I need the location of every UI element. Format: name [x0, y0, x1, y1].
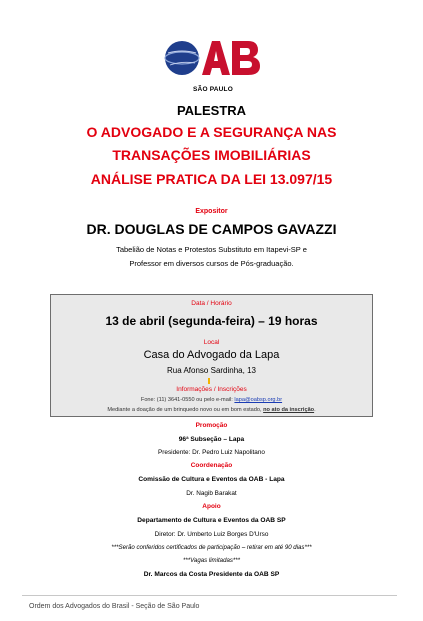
date-label: Data / Horário [191, 300, 232, 307]
title-line-1: O ADVOGADO E A SEGURANÇA NAS [86, 124, 337, 140]
promotion-label: Promoção [195, 422, 228, 429]
venue-label: Local [203, 339, 220, 346]
title-line-3: ANÁLISE PRATICA DA LEI 13.097/15 [90, 171, 333, 187]
footer-divider [22, 595, 397, 596]
donation-emphasis: no ato da inscrição [263, 407, 315, 413]
coordination-org: Comissão de Cultura e Eventos da OAB - Lapa [138, 476, 285, 483]
venue-address: Rua Afonso Sardinha, 13 [167, 366, 256, 375]
registration-label: Informações / Inscrições [176, 386, 247, 393]
footer-text: Ordem dos Advogados do Brasil - Seção de São Paulo [29, 603, 200, 610]
event-type-heading: PALESTRA [176, 103, 247, 118]
promotion-org: 96ª Subseção – Lapa [178, 436, 245, 443]
speaker-bio-line-1: Tabelião de Notas e Protestos Substituto em Itapevi-SP e [116, 245, 307, 254]
coordination-person: Dr. Nagib Barakat [186, 490, 237, 497]
contact-prefix: Fone: (11) 3641-0550 ou pelo e-mail: [140, 397, 235, 403]
coordination-label: Coordenação [190, 462, 233, 469]
speaker-name: DR. DOUGLAS DE CAMPOS GAVAZZI [86, 221, 337, 237]
logo-subtitle: SÃO PAULO [193, 86, 233, 93]
contact-email-link[interactable]: lapa@oabsp.org.br [234, 397, 283, 403]
support-org: Departamento de Cultura e Eventos da OAB SP [137, 517, 286, 524]
location-pin-icon [208, 378, 210, 384]
promotion-president: Presidente: Dr. Pedro Luiz Napolitano [158, 449, 265, 456]
support-director: Diretor: Dr. Umberto Luiz Borges D'Urso [154, 531, 269, 538]
venue-name: Casa do Advogado da Lapa [143, 349, 280, 361]
event-date: 13 de abril (segunda-feira) – 19 horas [105, 314, 318, 328]
speaker-bio-line-2: Professor em diversos cursos de Pós-graduação. [129, 259, 294, 268]
donation-text: Mediante a doação de um brinquedo novo ou em bom estado, [107, 407, 264, 413]
title-line-2: TRANSAÇÕES IMOBILIÁRIAS [112, 147, 311, 163]
donation-note [50, 407, 373, 413]
oab-president: Dr. Marcos da Costa Presidente da OAB SP [143, 571, 280, 578]
support-label: Apoio [202, 503, 221, 510]
donation-suffix: . [314, 407, 316, 413]
speaker-label: Expositor [195, 208, 228, 215]
contact-line [50, 397, 373, 403]
limited-seats-note: ***Vagas limitadas*** [182, 557, 241, 564]
certificates-note: ***Serão conferidos certificados de participação – retirar em até 90 dias*** [111, 544, 312, 551]
